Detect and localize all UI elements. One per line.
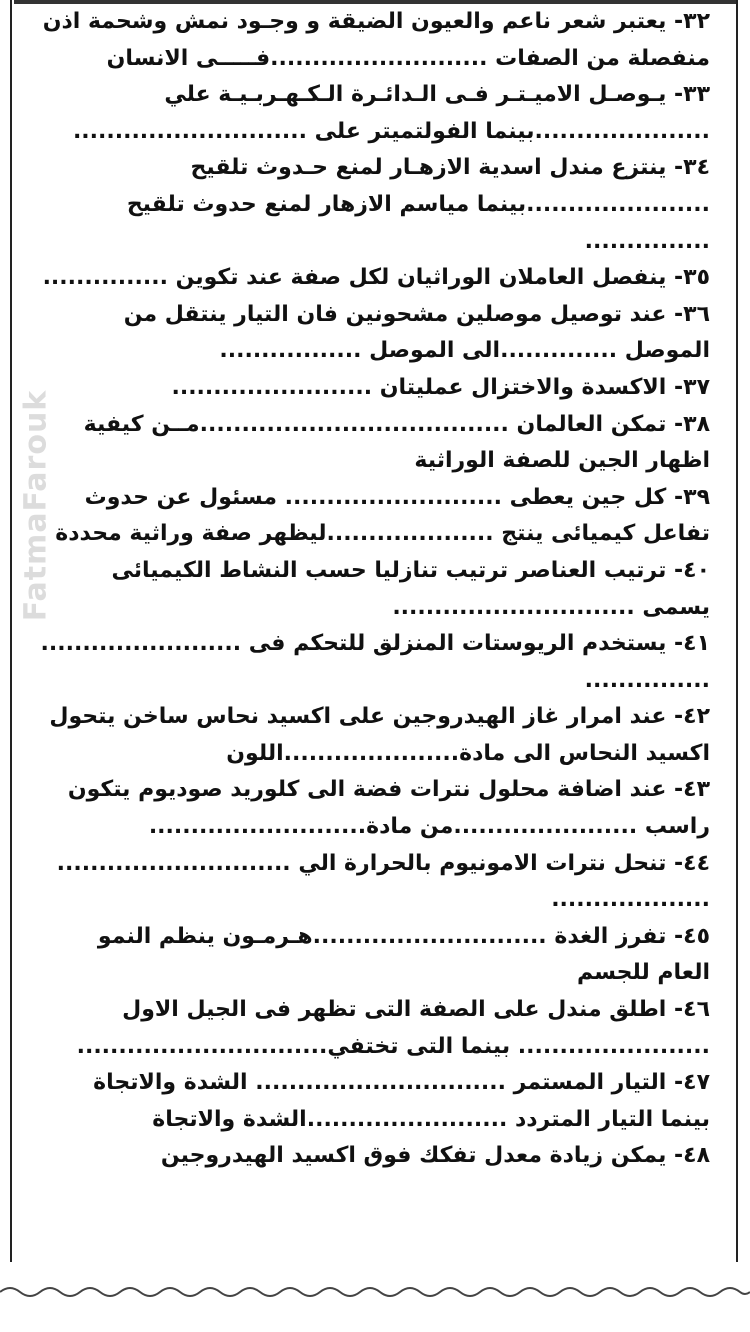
question-35: ٣٥- ينفصل العاملان الوراثيان لكل صفة عند تكوين ............... — [42, 265, 710, 291]
question-45: ٤٥- تفرز الغدة ............................هـرمـون ينظم النمو العام للجسم — [97, 923, 710, 986]
question-48: ٤٨- يمكن زيادة معدل تفكك فوق اكسيد الهيدروجين — [160, 1143, 710, 1169]
question-33: ٣٣- يـوصـل الاميـتـر فـى الـدائـرة الـكـهـربـيـة علي .....................بينما الفولتميتر على ............................ — [72, 82, 710, 144]
question-46: ٤٦- اطلق مندل على الصفة التى تظهر فى الجيل الاول ....................... بينما التى تختفي.............................. — [76, 997, 710, 1059]
question-41: ٤١- يستخدم الريوستات المنزلق للتحكم فى ........................ ............... — [40, 631, 710, 693]
question-39: ٣٩- كل جين يعطى .......................... مسئول عن حدوث تفاعل كيميائى ينتج ....................ليظهر صفة وراثية محددة — [55, 484, 710, 547]
question-40: ٤٠- ترتيب العناصر ترتيب تنازليا حسب النشاط الكيميائى يسمى ............................. — [111, 557, 710, 620]
question-43: ٤٣- عند اضافة محلول نترات فضة الى كلوريد صوديوم يتكون راسب ......................من مادة.......................... — [67, 777, 710, 840]
question-47: ٤٧- التيار المستمر .............................. الشدة والاتجاة بينما التيار المتردد ........................الشدة والاتجاة — [93, 1070, 710, 1132]
question-44: ٤٤- تنحل نترات الامونيوم بالحرارة الي ............................ ................... — [56, 850, 710, 913]
scalloped-border-graphic — [0, 1262, 750, 1328]
question-42: ٤٢- عند امرار غاز الهيدروجين على اكسيد نحاس ساخن يتحول اكسيد النحاس الى مادة.....................اللون — [49, 704, 710, 766]
question-38: ٣٨- تمكن العالمان .....................................مــن كيفية اظهار الجين للصفة الوراثية — [83, 411, 710, 474]
question-36: ٣٦- عند توصيل موصلين مشحونين فان التيار ينتقل من الموصل ..............الى الموصل ................. — [123, 301, 710, 364]
watermark-text: FatmaFarouk — [18, 389, 54, 621]
scalloped-bottom-border — [0, 1262, 750, 1328]
question-32: ٣٢- يعتبر شعر ناعم والعيون الضيقة و وجـود نمش وشحمة اذن منفصلة من الصفات ..........................فـــــى الانسان — [42, 9, 710, 71]
question-list — [40, 4, 710, 1175]
question-37: ٣٧- الاكسدة والاختزال عمليتان ........................ — [171, 374, 710, 400]
question-34: ٣٤- ينتزع مندل اسدية الازهـار لمنع حـدوث تلقيح ......................بينما مياسم الازهار لمنع حدوث تلقيح ............... — [126, 155, 710, 254]
